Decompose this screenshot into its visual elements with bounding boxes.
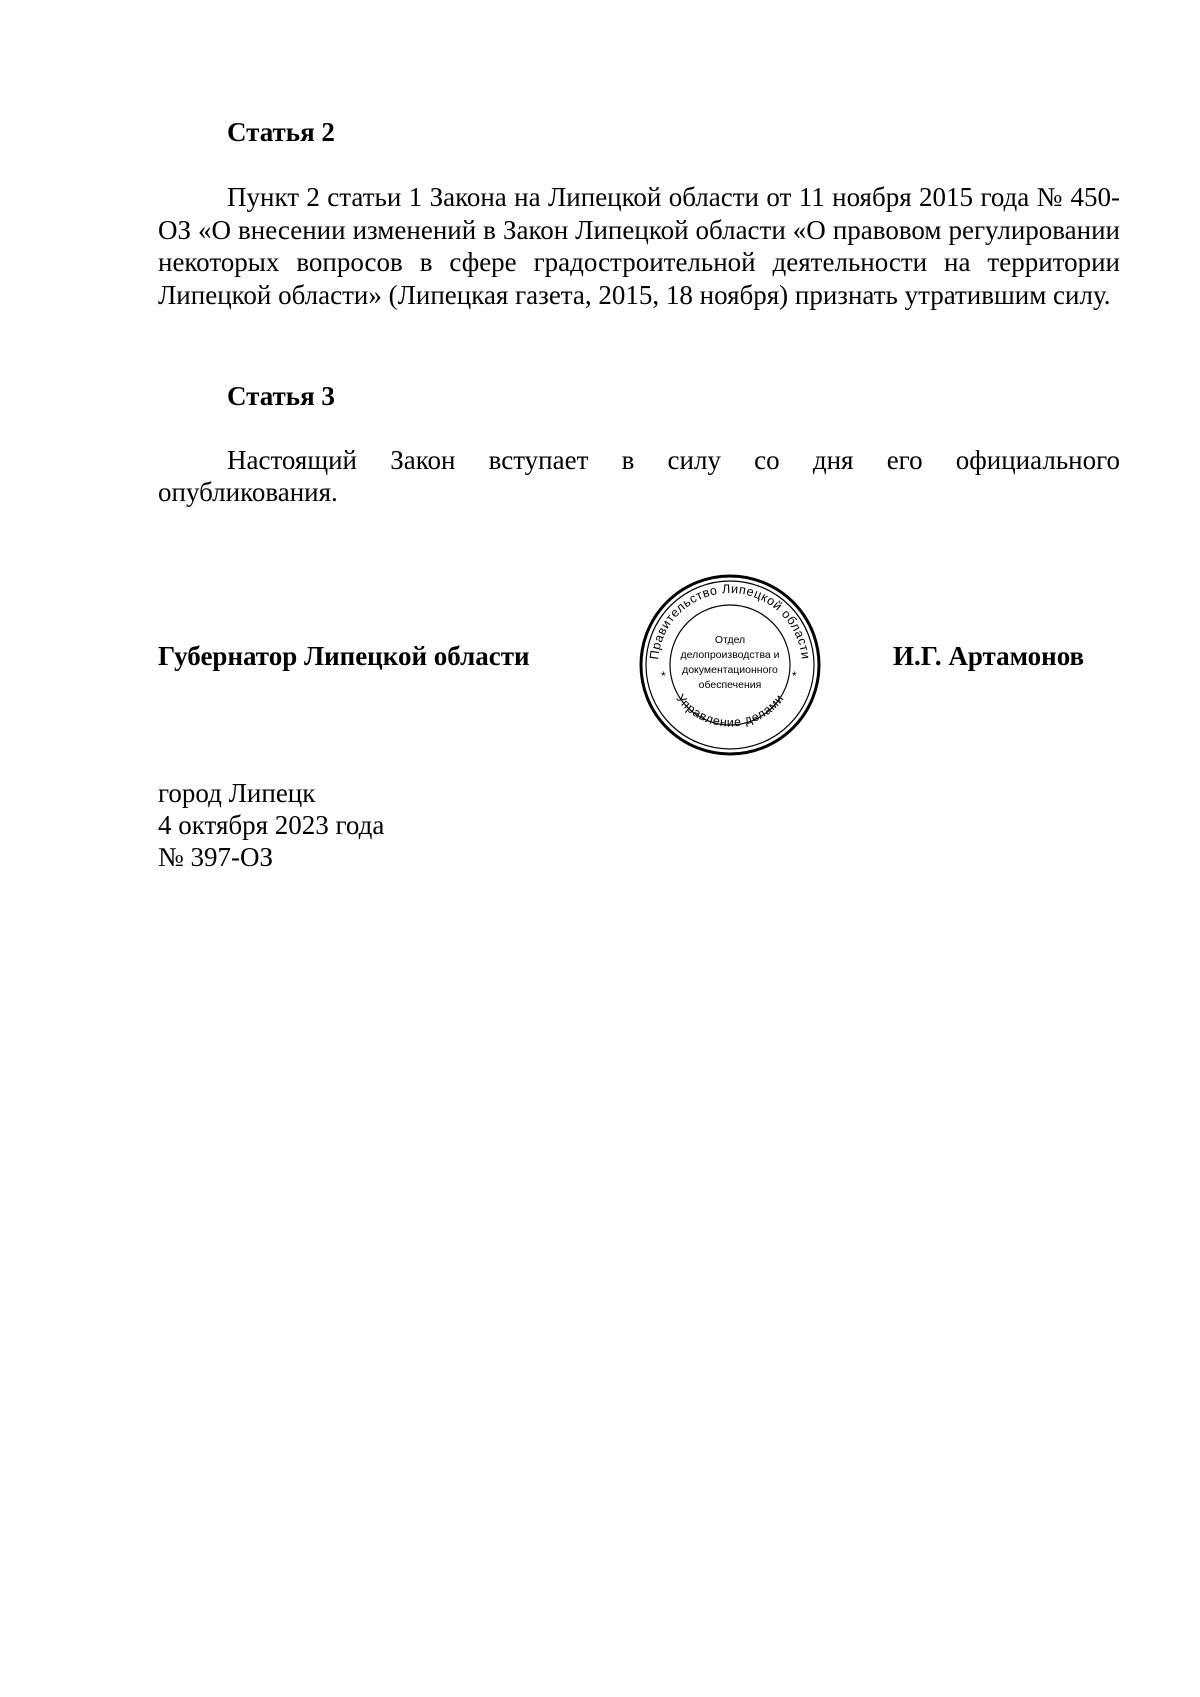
stamp-star-right-icon: * xyxy=(792,669,797,683)
official-stamp xyxy=(637,572,823,758)
footer-date: 4 октября 2023 года xyxy=(158,810,385,840)
article-2-text-content: Пункт 2 статьи 1 Закона на Липецкой области от 11 ноября 2015 года № 450-ОЗ «О внесении изменений в Закон Липецкой области «О правовом регулировании некоторых вопросов в сфере градостроительной деятельности на территории Липецкой области» (Липецкая газета, 2015, 18 ноября) признать утратившим силу. xyxy=(158,182,1120,310)
footer-number: № 397-ОЗ xyxy=(158,842,274,872)
footer-city: город Липецк xyxy=(158,778,316,808)
stamp-center-line2: делопроизводства и xyxy=(680,649,780,661)
article-3-text-line2: опубликования. xyxy=(158,477,338,507)
article-2-text xyxy=(158,181,1120,311)
signature-name: И.Г. Артамонов xyxy=(893,641,1085,671)
stamp-star-left-icon: * xyxy=(661,669,666,683)
stamp-seal-icon xyxy=(637,572,823,758)
stamp-ring-text-bottom: Управление делами xyxy=(673,691,787,730)
signature-title: Губернатор Липецкой области xyxy=(158,641,530,671)
stamp-center-line3: документационного xyxy=(682,664,778,676)
article-2-heading: Статья 2 xyxy=(227,117,335,147)
stamp-center-line4: обеспечения xyxy=(698,679,762,691)
stamp-center-line1: Отдел xyxy=(714,634,746,646)
svg-text:Управление делами xyxy=(673,691,786,729)
article-3-heading: Статья 3 xyxy=(227,381,335,411)
article-3-text-line1 xyxy=(158,444,1120,477)
article-3-text-line1-content: Настоящий Закон вступает в силу со дня его официального xyxy=(227,445,1120,475)
stamp-ring-text-top: Правительство Липецкой области xyxy=(647,581,813,661)
